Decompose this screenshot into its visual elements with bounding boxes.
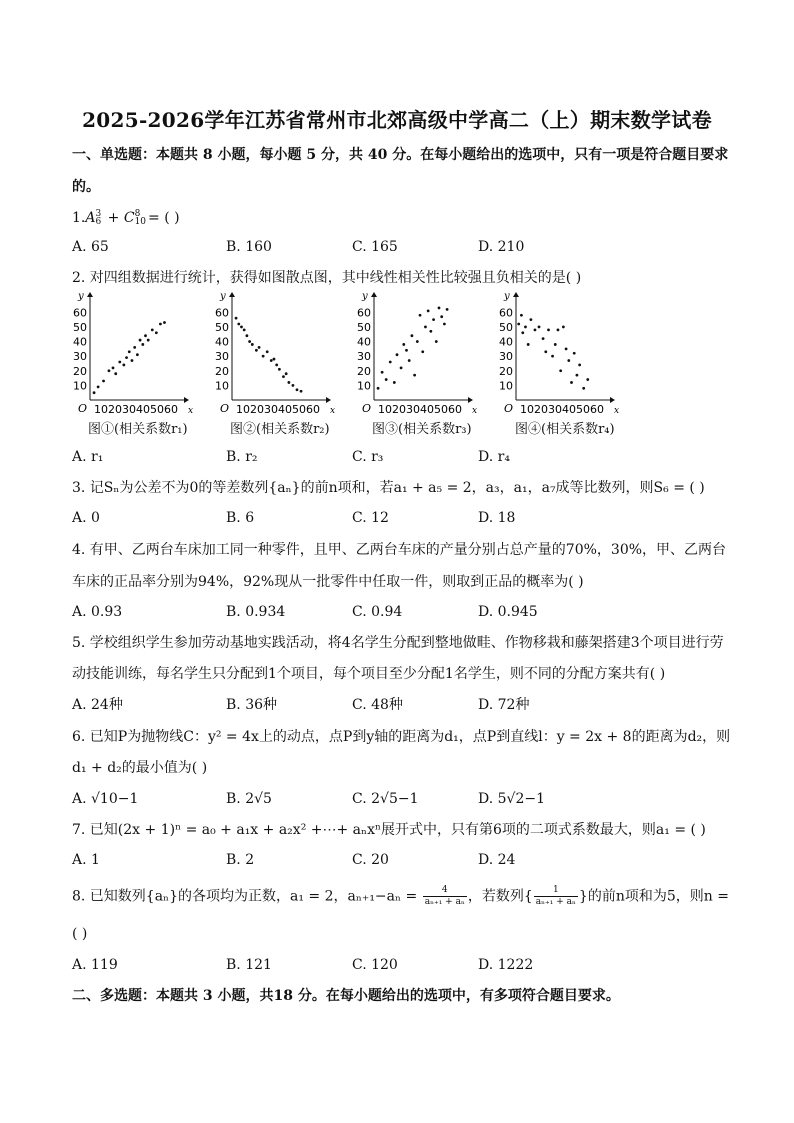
scatter-point [559,369,562,372]
q1-option-d[interactable]: D. 210 [478,239,525,255]
scatter-point [534,328,537,331]
y-tick-label: 30 [357,350,371,364]
scatter-point [557,328,560,331]
scatter-point [402,343,405,346]
q3-option-b[interactable]: B. 6 [226,510,255,526]
q7-option-a[interactable]: A. 1 [72,852,100,868]
origin-label: O [362,402,372,415]
y-tick-label: 40 [73,335,87,349]
y-axis-label: y [504,291,510,302]
x-axis-arrow-icon [610,397,615,403]
q8-frac2-den: aₙ₊₁ + aₙ [535,897,576,907]
scatter-point [427,309,430,312]
scatter-point [385,378,388,381]
y-tick-label: 20 [499,364,513,378]
q1-c-symbol: C [123,210,135,226]
y-tick-label: 10 [73,379,87,393]
scatter-point [108,369,111,372]
scatter-point [147,339,150,342]
question-1-options [72,237,732,257]
scatter-point [443,323,446,326]
section-1-heading: 一、单选题：本题共 8 小题，每小题 5 分，共 40 分。在每小题给出的选项中，只有一项是符合题目要求 [72,147,729,163]
x-tick-labels: 102030405060 [378,403,462,416]
scatter-point [438,307,441,310]
x-axis-arrow-icon [184,397,189,403]
q2-option-d[interactable]: D. r₄ [478,449,510,465]
x-axis-arrow-icon [468,397,473,403]
scatter-point [421,350,424,353]
question-8-stem [72,885,729,908]
q5-option-d[interactable]: D. 72种 [478,697,530,713]
question-2-stem: 2. 对四组数据进行统计，获得如图散点图，其中线性相关性比较强且负相关的是( ) [72,270,582,286]
scatter-point [570,381,573,384]
q4-option-b[interactable]: B. 0.934 [226,604,286,620]
scatter-point [416,340,419,343]
origin-label: O [78,402,88,415]
scatter-point [586,378,589,381]
q4-option-a[interactable]: A. 0.93 [72,604,123,620]
scatter-point [136,353,139,356]
y-tick-label: 60 [357,306,371,320]
scatter-point [141,343,144,346]
x-axis-label: x [188,406,194,416]
question-8-stem-cont: ( ) [72,926,88,942]
scatter-plot-3 [354,291,489,416]
x-axis-label: x [472,406,478,416]
q8-option-b[interactable]: B. 121 [226,957,272,973]
scatter-point [240,326,243,329]
scatter-point [262,355,265,358]
q8-frac1-num: 4 [423,885,467,897]
y-tick-label: 40 [357,335,371,349]
plot-caption-3: 图③(相关系数r₃) [372,422,472,437]
scatter-point [389,361,392,364]
scatter-point [159,323,162,326]
plot-caption-2: 图②(相关系数r₂) [230,422,330,437]
question-3-stem: 3. 记Sₙ为公差不为0的等差数列{aₙ}的前n项和，若a₁ + a₅ = 2，a₃，a₁，a₇成等比数列，则S₆ = ( ) [72,480,705,496]
y-axis-label: y [220,291,226,302]
q1-a-sup: 3 [95,209,102,219]
scatter-point [243,328,246,331]
q1-number: 1. [72,210,86,226]
q7-option-d[interactable]: D. 24 [478,852,516,868]
q8-option-c[interactable]: C. 120 [352,957,398,973]
question-7-options [72,850,732,870]
q8-frac2-num: 1 [534,885,578,897]
question-4-stem: 4. 有甲、乙两台车床加工同一种零件，且甲、乙两台车床的产量分别占总产量的70%，30%，甲、乙两台 [72,542,727,558]
scatter-point [521,331,524,334]
q4-option-c[interactable]: C. 0.94 [352,604,403,620]
q3-option-a[interactable]: A. 0 [72,510,100,526]
q8-fraction-1 [423,885,467,908]
q3-option-c[interactable]: C. 12 [352,510,389,526]
y-tick-label: 20 [73,364,87,378]
q7-option-b[interactable]: B. 2 [226,852,255,868]
scatter-point [266,350,269,353]
scatter-point [517,323,520,326]
q1-c-indices [135,210,146,226]
scatter-point [125,356,128,359]
x-axis-label: x [614,406,620,416]
y-tick-label: 20 [215,364,229,378]
y-axis-arrow-icon [87,292,93,297]
scatter-point [251,343,254,346]
scatter-point [538,326,541,329]
scatter-point [432,318,435,321]
q1-plus: + [103,210,124,226]
scatter-point [275,364,278,367]
scatter-point [440,315,443,318]
q8-stem-mid: ，若数列{ [467,888,533,905]
x-axis-label: x [330,406,336,416]
scatter-point [112,366,115,369]
y-tick-label: 10 [215,379,229,393]
scatter-point [97,385,100,388]
q8-fraction-2 [534,885,578,908]
question-8-options [72,955,732,975]
q5-option-b[interactable]: B. 36种 [226,697,278,713]
scatter-point [446,308,449,311]
q5-option-a[interactable]: A. 24种 [72,697,123,713]
y-tick-label: 10 [499,379,513,393]
q1-c-sup: 8 [134,209,141,219]
scatter-point [527,343,530,346]
scatter-point [573,352,576,355]
y-tick-label: 30 [73,350,87,364]
question-6-stem-cont: d₁ + d₂的最小值为( ) [72,760,208,776]
scatter-point [381,371,384,374]
scatter-point [582,387,585,390]
scatter-point [292,384,295,387]
q1-a-symbol: A [85,210,96,226]
question-6-stem: 6. 已知P为抛物线C：y² = 4x上的动点，点P到y轴的距离为d₁，点P到直线l：y = 2x + 8的距离为d₂，则 [72,729,731,745]
y-axis-label: y [78,291,84,302]
y-axis-arrow-icon [229,292,235,297]
question-5-stem-cont: 动技能训练，每名学生只分配到1个项目，每个项目至少分配1名学生，则不同的分配方案共有( ) [72,666,666,682]
q6-option-d[interactable]: D. 5√2−1 [478,791,545,807]
scatter-svg-4 [496,291,631,416]
q6-option-b[interactable]: B. 2√5 [226,791,272,807]
q6-option-c[interactable]: C. 2√5−1 [352,791,419,807]
scatter-point [576,374,579,377]
q1-option-a[interactable]: A. 65 [72,239,109,255]
scatter-point [567,359,570,362]
question-3-options [72,508,732,528]
scatter-point [377,387,380,390]
q6-option-a[interactable]: A. √10−1 [72,791,139,807]
scatter-point [547,328,550,331]
x-axis-arrow-icon [326,397,331,403]
scatter-point [300,390,303,393]
scatter-svg-3 [354,291,489,416]
x-tick-labels: 102030405060 [236,403,320,416]
scatter-point [542,337,545,340]
scatter-point [419,314,422,317]
scatter-point [554,343,557,346]
question-5-stem: 5. 学校组织学生参加劳动基地实践活动，将4名学生分配到整地做畦、作物移栽和藤架搭建3个项目进行劳 [72,635,724,651]
scatter-point [578,364,581,367]
question-5-options [72,695,732,715]
scatter-point [400,366,403,369]
q1-a-indices [95,210,101,226]
y-tick-label: 20 [357,364,371,378]
x-tick-labels: 102030405060 [94,403,178,416]
scatter-point [122,364,125,367]
q8-option-d[interactable]: D. 1222 [478,957,534,973]
scatter-point [155,331,158,334]
scatter-point [163,321,166,324]
y-tick-label: 50 [357,320,371,334]
q3-option-d[interactable]: D. 18 [478,510,516,526]
y-tick-label: 10 [357,379,371,393]
scatter-point [151,328,154,331]
scatter-point [411,334,414,337]
scatter-point [529,318,532,321]
q8-stem-post: }的前n项和为5，则n = [578,888,729,905]
scatter-point [245,334,248,337]
question-7-stem: 7. 已知(2x + 1)ⁿ = a₀ + a₁x + a₂x² +⋯+ aₙxⁿ展开式中，只有第6项的二项式系数最大，则a₁ = ( ) [72,822,706,838]
scatter-point [544,350,547,353]
y-axis-label: y [362,291,368,302]
scatter-point [118,361,121,364]
q8-frac1-den: aₙ₊₁ + aₙ [424,897,465,907]
y-tick-label: 50 [499,320,513,334]
scatter-point [133,346,136,349]
scatter-point [287,381,290,384]
scatter-point [128,350,131,353]
question-2-options [72,447,732,467]
scatter-point [282,375,285,378]
scatter-svg-2 [212,291,347,416]
q1-option-c[interactable]: C. 165 [352,239,398,255]
y-tick-label: 40 [215,335,229,349]
y-tick-label: 30 [215,350,229,364]
scatter-point [285,372,288,375]
scatter-point [237,323,240,326]
scatter-point [235,317,238,320]
plot-caption-4: 图④(相关系数r₄) [515,422,615,437]
q8-stem-pre: 8. 已知数列{aₙ}的各项均为正数，a₁ = 2，aₙ₊₁−aₙ = [72,888,422,905]
scatter-point [296,388,299,391]
question-1-stem [72,208,180,228]
scatter-point [408,359,411,362]
scatter-point [413,374,416,377]
scatter-point [405,349,408,352]
scatter-point [520,314,523,317]
y-tick-label: 60 [73,306,87,320]
scatter-point [565,347,568,350]
y-tick-label: 60 [215,306,229,320]
scatter-point [396,353,399,356]
scatter-point [551,355,554,358]
x-tick-labels: 102030405060 [520,403,604,416]
scatter-point [435,340,438,343]
scatter-point [144,334,147,337]
scatter-plot-4 [496,291,631,416]
y-tick-label: 50 [215,320,229,334]
q2-option-c[interactable]: C. r₃ [352,449,384,465]
q7-option-c[interactable]: C. 20 [352,852,389,868]
scatter-point [393,381,396,384]
q8-option-a[interactable]: A. 119 [72,957,118,973]
plot-caption-1: 图①(相关系数r₁) [88,422,188,437]
scatter-plot-1 [70,291,205,416]
scatter-point [258,346,261,349]
q1-c-sub: 10 [134,217,147,227]
scatter-point [278,368,281,371]
scatter-point [248,340,251,343]
question-6-options [72,789,732,809]
scatter-point [562,326,565,329]
scatter-point [273,358,276,361]
scatter-point [524,326,527,329]
scatter-point [429,330,432,333]
q1-option-b[interactable]: B. 160 [226,239,272,255]
y-axis-arrow-icon [513,292,519,297]
scatter-point [424,326,427,329]
q4-option-d[interactable]: D. 0.945 [478,604,538,620]
scatter-point [139,339,142,342]
y-axis-arrow-icon [371,292,377,297]
origin-label: O [504,402,514,415]
q2-option-a[interactable]: A. r₁ [72,449,104,465]
scatter-point [114,372,117,375]
section-1-heading-cont: 的。 [72,179,100,195]
origin-label: O [220,402,230,415]
scatter-point [255,349,258,352]
q5-option-c[interactable]: C. 48种 [352,697,403,713]
question-4-options [72,602,732,622]
scatter-point [131,359,134,362]
y-tick-label: 50 [73,320,87,334]
scatter-point [270,359,273,362]
y-tick-label: 30 [499,350,513,364]
scatter-plot-2 [212,291,347,416]
scatter-svg-1 [70,291,205,416]
y-tick-label: 40 [499,335,513,349]
scatter-point [102,380,105,383]
q2-option-b[interactable]: B. r₂ [226,449,258,465]
q1-a-sub: 6 [95,217,102,227]
q1-tail: = ( ) [148,210,180,226]
y-tick-label: 60 [499,306,513,320]
scatter-point [93,391,96,394]
page-title: 2025-2026学年江苏省常州市北郊高级中学高二（上）期末数学试卷 [82,108,712,132]
section-2-heading: 二、多选题：本题共 3 小题，共18 分。在每小题给出的选项中，有多项符合题目要求。 [72,988,620,1004]
question-4-stem-cont: 车床的正品率分别为94%，92%现从一批零件中任取一件，则取到正品的概率为( ) [72,574,584,590]
